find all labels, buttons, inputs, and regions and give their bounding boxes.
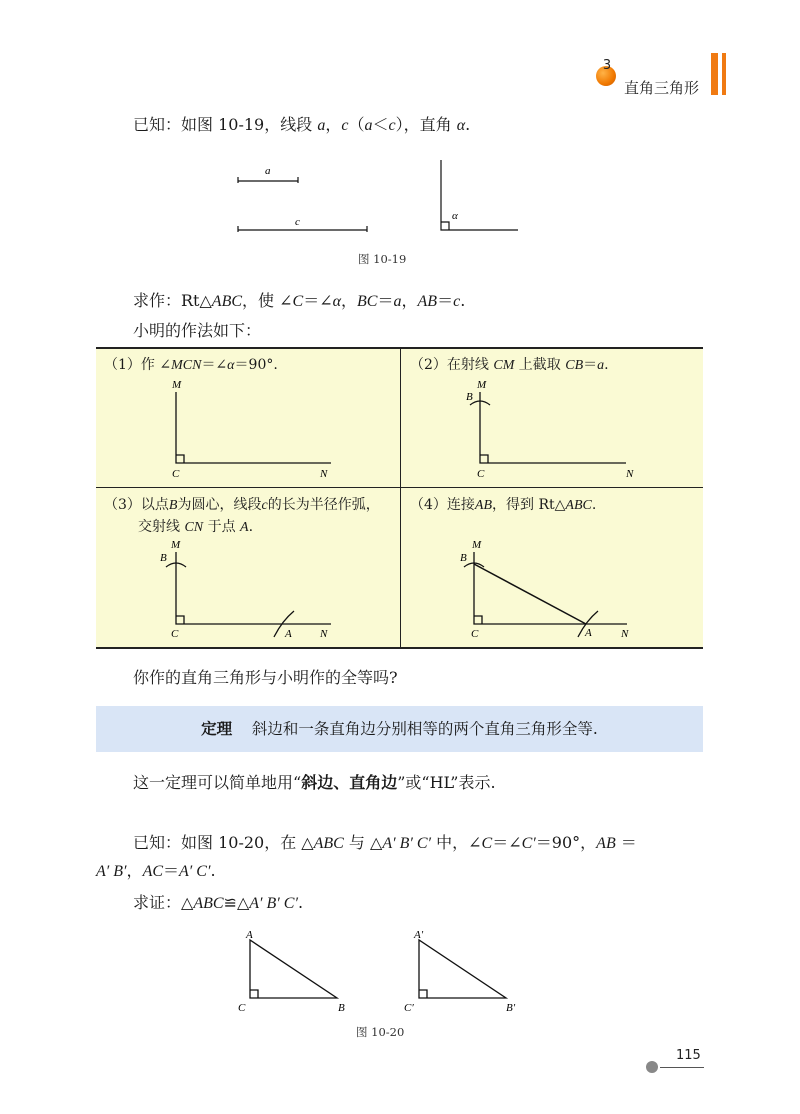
- header-accent-bar-thin: [722, 53, 726, 95]
- step-3-text-line-1: （3）以点B为圆心，线段c的长为半径作弧，: [104, 497, 380, 513]
- step-2-angle: [480, 392, 626, 463]
- step-4-angle: [474, 552, 627, 624]
- label-c: c: [295, 216, 300, 228]
- xiaoming-method-intro: 小明的作法如下：: [133, 321, 262, 340]
- hl-description: 这一定理可以简单地用“斜边、直角边”或“HL”表示.: [133, 773, 496, 792]
- construct-statement: 求作：Rt△ABC，使 ∠C＝∠α，BC＝a，AB＝c.: [133, 291, 466, 310]
- svg-text:A: A: [246, 929, 253, 941]
- section-title: 直角三角形: [624, 79, 700, 97]
- svg-text:M: M: [171, 539, 181, 551]
- page-number: 115: [676, 1048, 701, 1063]
- prove-statement: 求证：△ABC≌△A′ B′ C′.: [133, 893, 304, 912]
- figure-caption-10-19: 图 10-19: [358, 252, 407, 266]
- step-4-hypotenuse: [474, 564, 586, 624]
- svg-text:C′: C′: [404, 1002, 414, 1014]
- svg-text:N: N: [320, 628, 328, 640]
- given-statement-1: 已知：如图 10-19，线段 a，c（a＜c），直角 α.: [133, 115, 471, 134]
- page-number-dot-icon: [646, 1061, 658, 1073]
- given-statement-2-line-2: A′ B′，AC＝A′ C′.: [96, 861, 216, 880]
- svg-text:A′: A′: [414, 929, 424, 941]
- chapter-number: 3: [602, 58, 612, 73]
- svg-text:M: M: [472, 539, 482, 551]
- svg-text:C: C: [477, 468, 485, 480]
- page-number-rule: [660, 1067, 704, 1068]
- svg-text:C: C: [471, 628, 479, 640]
- svg-text:C: C: [238, 1002, 246, 1014]
- theorem-statement: 定理 斜边和一条直角边分别相等的两个直角三角形全等.: [201, 719, 598, 738]
- figure-10-20: [230, 922, 530, 1022]
- step-3-angle: [176, 552, 331, 624]
- svg-text:B′: B′: [506, 1002, 516, 1014]
- header-accent-bar: [711, 53, 718, 95]
- svg-text:C: C: [172, 468, 180, 480]
- step-1-text: （1）作 ∠MCN＝∠α＝90°.: [104, 357, 278, 373]
- svg-text:A: A: [285, 628, 292, 640]
- svg-text:N: N: [621, 628, 629, 640]
- step-figures: [96, 347, 703, 649]
- step-1-angle: [176, 392, 331, 463]
- figure-caption-10-20: 图 10-20: [356, 1025, 405, 1039]
- triangle-abc-prime: [419, 940, 506, 998]
- svg-text:N: N: [626, 468, 634, 480]
- svg-text:N: N: [320, 468, 328, 480]
- svg-text:M: M: [172, 379, 182, 391]
- svg-text:B: B: [460, 552, 467, 564]
- triangle-abc: [250, 940, 337, 998]
- step-4-text: （4）连接AB，得到 Rt△ABC.: [410, 497, 597, 513]
- svg-text:C: C: [171, 628, 179, 640]
- given-statement-2-line-1: 已知：如图 10-20，在 △ABC 与 △A′ B′ C′ 中，∠C＝∠C′＝90°，AB ＝: [133, 833, 637, 852]
- step-3-text-line-2: 交射线 CN 于点 A.: [138, 519, 254, 535]
- figure-10-19: [230, 150, 530, 240]
- question-text: 你作的直角三角形与小明作的全等吗?: [133, 668, 398, 687]
- svg-text:A: A: [585, 627, 592, 639]
- svg-text:B: B: [466, 391, 473, 403]
- label-a: a: [265, 165, 271, 177]
- svg-text:M: M: [477, 379, 487, 391]
- label-alpha: α: [452, 210, 458, 222]
- svg-text:B: B: [160, 552, 167, 564]
- step-2-text: （2）在射线 CM 上截取 CB＝a.: [410, 357, 609, 373]
- svg-text:B: B: [338, 1002, 345, 1014]
